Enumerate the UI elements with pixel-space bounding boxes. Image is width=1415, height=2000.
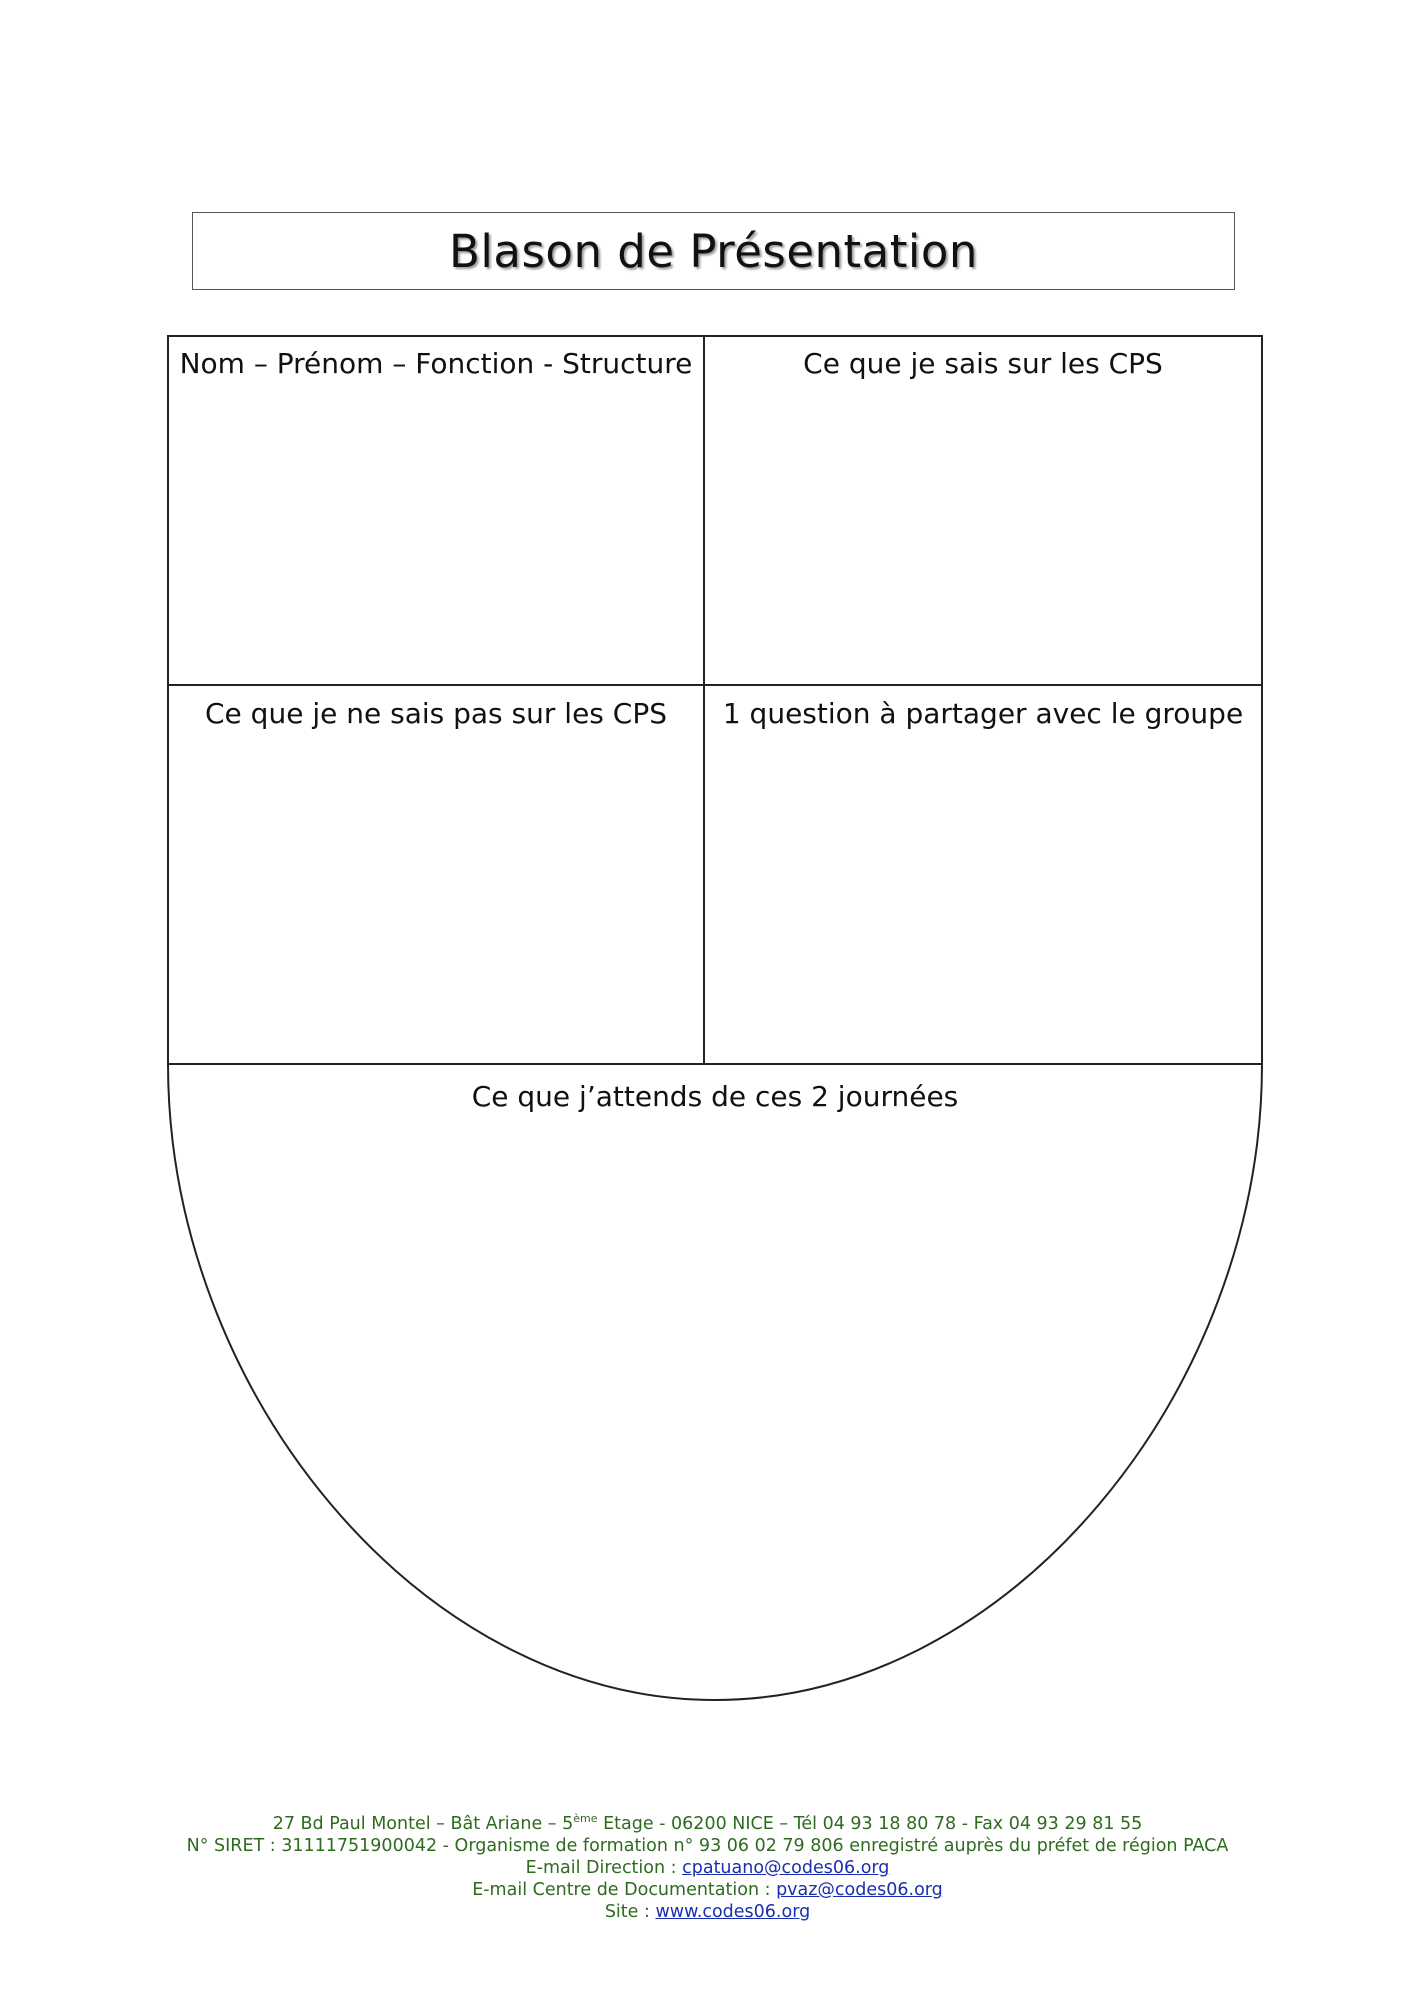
footer-email-direction: E-mail Direction : cpatuano@codes06.org bbox=[525, 1857, 890, 1878]
footer-email-documentation: E-mail Centre de Documentation : pvaz@codes06.org bbox=[472, 1879, 943, 1900]
footer-site: Site : www.codes06.org bbox=[604, 1901, 811, 1922]
email-documentation-link[interactable]: pvaz@codes06.org bbox=[776, 1879, 943, 1900]
footer-address: 27 Bd Paul Montel – Bât Ariane – 5ème Etage - 06200 NICE – Tél 04 93 18 80 78 - Fax 04 93 29 81 55 bbox=[272, 1812, 1143, 1834]
cell-label-identity: Nom – Prénom – Fonction - Structure bbox=[179, 347, 693, 380]
footer-siret: N° SIRET : 31111751900042 - Organisme de formation n° 93 06 02 79 806 enregistré auprès du préfet de région PACA bbox=[186, 1835, 1229, 1856]
cell-label-unknown: Ce que je ne sais pas sur les CPS bbox=[205, 697, 667, 730]
site-link[interactable]: www.codes06.org bbox=[655, 1901, 811, 1922]
cell-label-expectations: Ce que j’attends de ces 2 journées bbox=[471, 1080, 959, 1113]
cell-label-known: Ce que je sais sur les CPS bbox=[803, 347, 1163, 380]
page-title: Blason de Présentation bbox=[449, 224, 978, 278]
email-direction-link[interactable]: cpatuano@codes06.org bbox=[682, 1857, 890, 1878]
shield-bottom-curve bbox=[168, 1064, 1262, 1700]
footer bbox=[0, 1808, 1415, 1923]
cell-label-question: 1 question à partager avec le groupe bbox=[722, 697, 1244, 730]
